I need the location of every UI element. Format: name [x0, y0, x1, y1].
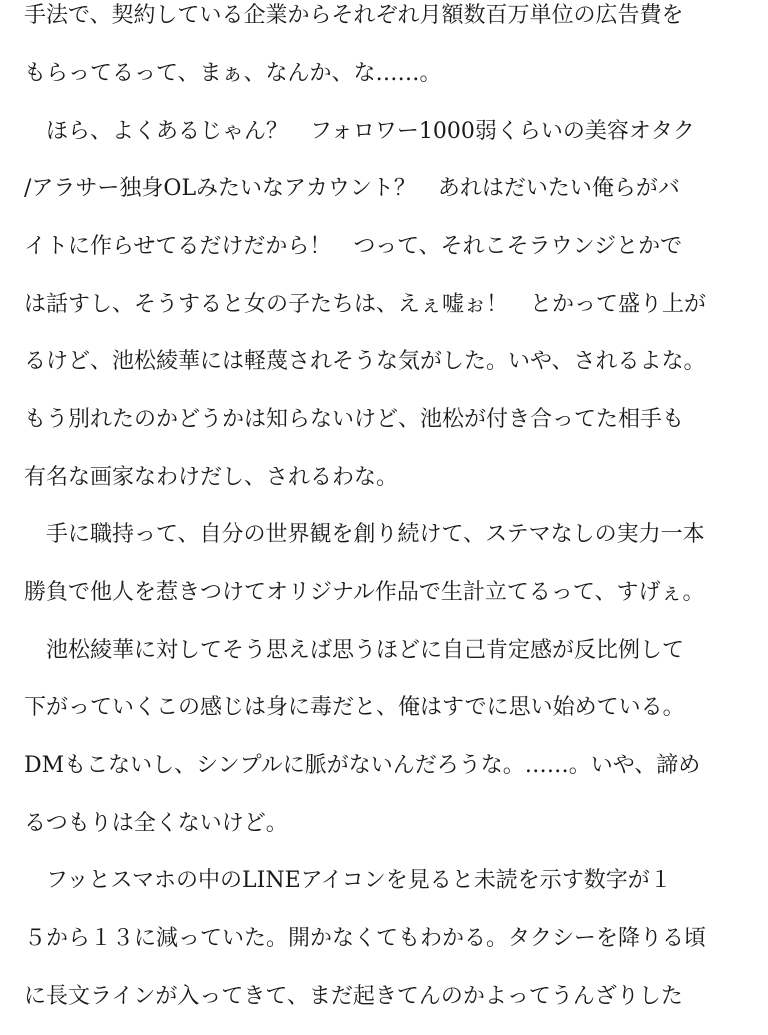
text-line: に長文ラインが入ってきて、まだ起きてんのかよってうんざりした	[24, 984, 683, 1009]
text-line: るけど、池松綾華には軽蔑されそうな気がした。いや、されるよな。	[24, 349, 706, 374]
text-line: /アラサー独身OLみたいなアカウント？ あれはだいたい俺らがバ	[24, 176, 680, 201]
text-line: フッとスマホの中のLINEアイコンを見ると未読を示す数字が１	[24, 868, 672, 893]
text-line: もらってるって、まぁ、なんか、な……。	[24, 61, 442, 86]
text-line: DMもこないし、シンプルに脈がないんだろうな。……。いや、諦め	[24, 753, 701, 778]
text-line: 有名な画家なわけだし、されるわな。	[24, 465, 399, 490]
text-line: 勝負で他人を惹きつけてオリジナル作品で生計立てるって、すげぇ。	[24, 580, 705, 605]
text-line: ５から１３に減っていた。開かなくてもわかる。タクシーを降りる頃	[24, 926, 707, 951]
text-line: は話すし、そうすると女の子たちは、えぇ嘘ぉ！ とかって盛り上が	[24, 292, 707, 317]
text-line: もう別れたのかどうかは知らないけど、池松が付き合ってた相手も	[24, 407, 685, 432]
text-line: るつもりは全くないけど。	[24, 811, 288, 836]
text-line: 手に職持って、自分の世界観を創り続けて、ステマなしの実力一本	[24, 522, 705, 547]
text-line: イトに作らせてるだけだから！ つって、それこそラウンジとかで	[24, 234, 683, 259]
text-line: 池松綾華に対してそう思えば思うほどに自己肯定感が反比例して	[24, 638, 685, 663]
text-line: 手法で、契約している企業からそれぞれ月額数百万単位の広告費を	[24, 3, 684, 28]
text-line: 下がっていくこの感じは身に毒だと、俺はすでに思い始めている。	[24, 695, 685, 720]
text-line: ほら、よくあるじゃん？ フォロワー1000弱くらいの美容オタク	[24, 119, 695, 144]
